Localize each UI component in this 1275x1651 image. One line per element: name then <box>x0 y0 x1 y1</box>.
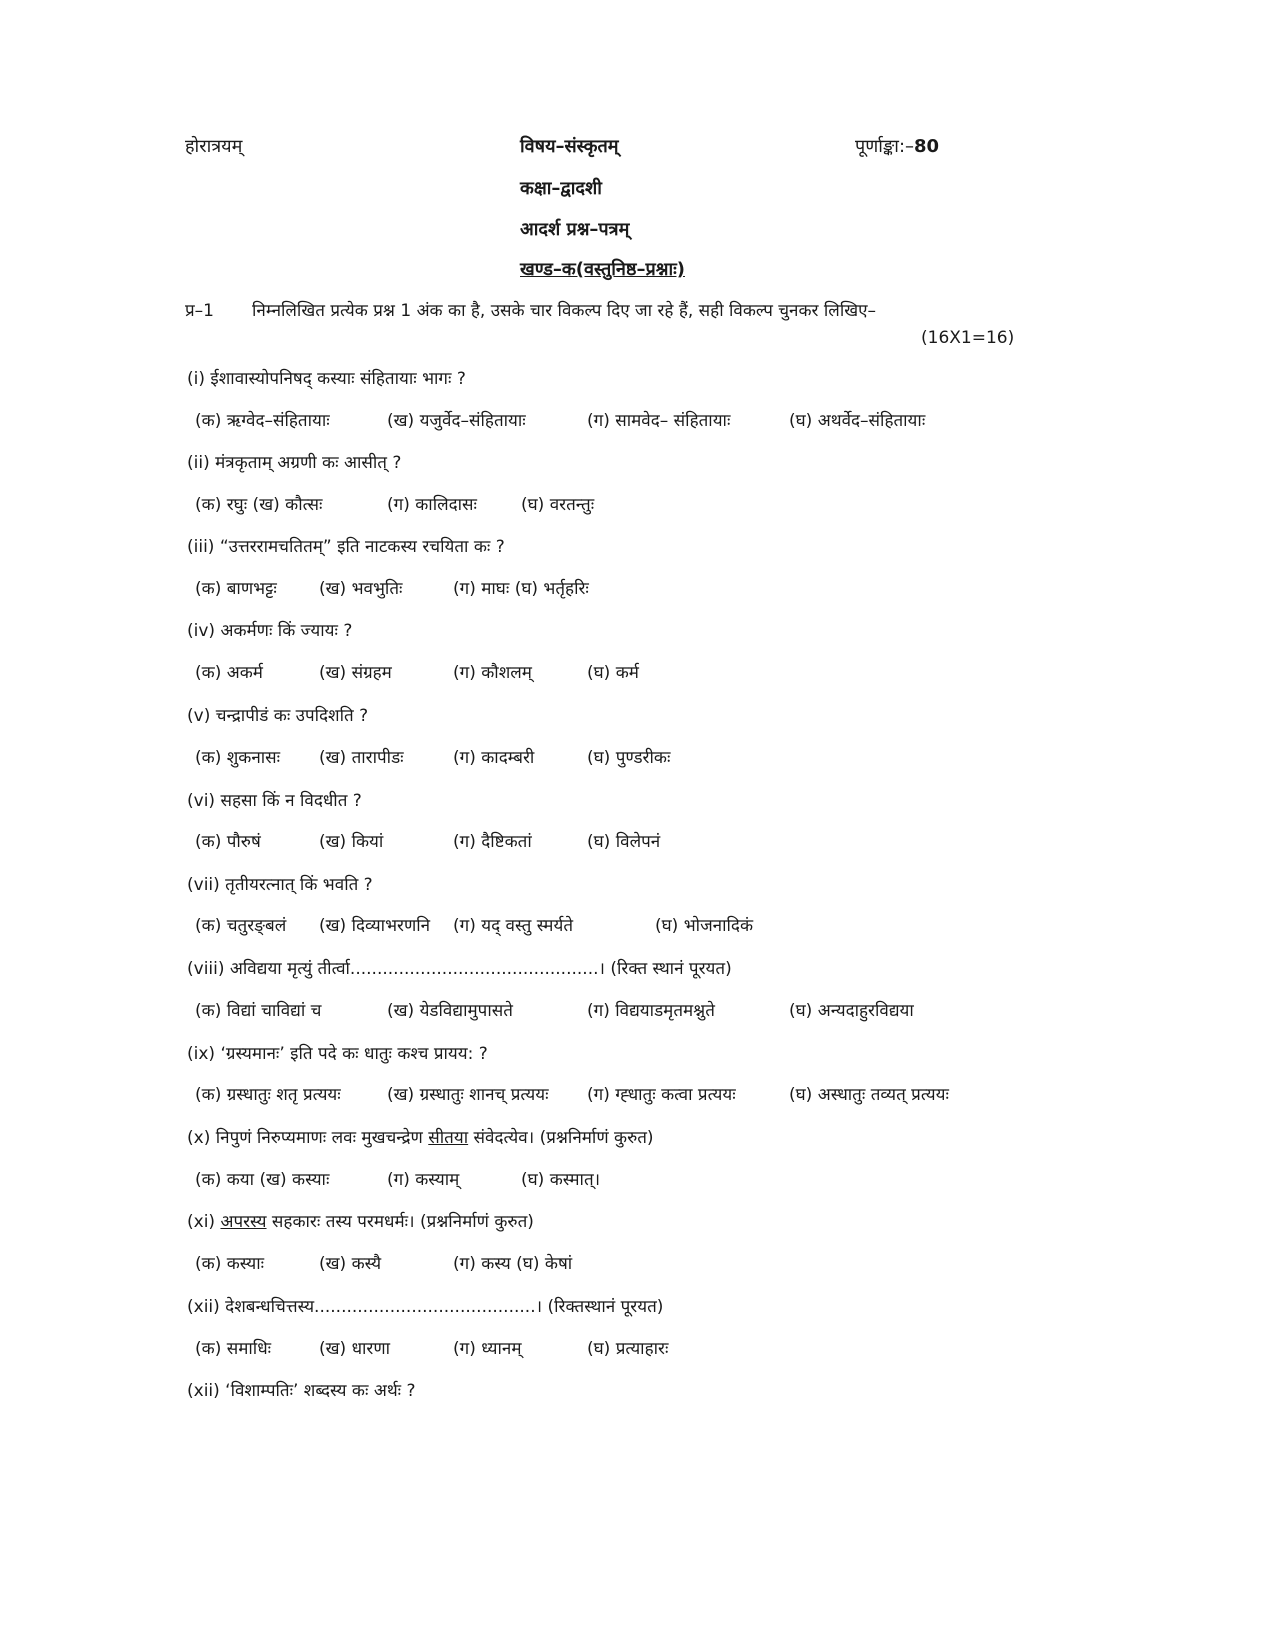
option: (घ) कर्म <box>587 663 639 683</box>
options-3 <box>195 578 1095 600</box>
section-title: खण्ड–क(वस्तुनिष्ठ–प्रश्नाः) <box>520 259 685 280</box>
question-text: संवेदत्येव। (प्रश्ननिर्माणं कुरुत) <box>468 1128 654 1148</box>
option: (ख) भवभुतिः <box>319 579 403 599</box>
question-13: (xii) ‘विशाम्पतिः’ शब्दस्य कः अर्थः ? <box>187 1381 416 1401</box>
option: (घ) भोजनादिकं <box>655 916 754 936</box>
option: (ग) ग्ह्धातुः कत्वा प्रत्ययः <box>587 1085 736 1105</box>
option: (ख) कस्यै <box>319 1254 382 1274</box>
option: (ग) कादम्बरी <box>453 748 535 768</box>
option: (क) रघुः (ख) कौत्सः <box>195 495 323 515</box>
question-4: (iv) अकर्मणः किं ज्यायः ? <box>187 621 353 641</box>
option: (ग) ध्यानम् <box>453 1339 522 1359</box>
full-marks-value: 80 <box>914 136 940 157</box>
option: (ग) कस्य (घ) केषां <box>453 1254 573 1274</box>
option: (घ) अस्धातुः तव्यत् प्रत्ययः <box>789 1085 949 1105</box>
option: (ख) तारापीडः <box>319 748 404 768</box>
option: (घ) पुण्डरीकः <box>587 748 671 768</box>
option: (ख) दिव्याभरणनि <box>319 916 431 936</box>
question-10 <box>187 1127 654 1149</box>
options-7 <box>195 915 1095 937</box>
duration-label: होरात्रयम् <box>185 136 243 157</box>
option: (घ) अथर्वेद–संहितायाः <box>789 411 926 431</box>
option: (ग) सामवेद– संहितायाः <box>587 411 731 431</box>
option: (ख) संग्रहम <box>319 663 392 683</box>
option: (क) ऋग्वेद–संहितायाः <box>195 411 330 431</box>
subject-label: विषय–संस्कृतम् <box>520 136 619 157</box>
option: (क) समाधिः <box>195 1339 272 1359</box>
underlined-word: सीतया <box>428 1128 469 1148</box>
options-9 <box>195 1084 1095 1106</box>
question-12: (xii) देशबन्धचित्तस्य.........................................। (रिक्तस्थानं पूरयत) <box>187 1297 664 1317</box>
option: (ग) विद्ययाडमृतमश्नुते <box>587 1001 715 1021</box>
options-11 <box>195 1253 1095 1275</box>
option: (क) शुकनासः <box>195 748 281 768</box>
option: (घ) प्रत्याहारः <box>587 1339 669 1359</box>
option: (ख) ग्रस्धातुः शानच् प्रत्ययः <box>387 1085 549 1105</box>
question-9: (ix) ‘ग्रस्यमानः’ इति पदे कः धातुः कश्च प्रायय: ? <box>187 1044 488 1064</box>
options-2 <box>195 494 1095 516</box>
option: (क) अकर्म <box>195 663 263 683</box>
option: (ख) यजुर्वेद–संहितायाः <box>387 411 526 431</box>
options-6 <box>195 831 1095 853</box>
option: (ग) कौशलम् <box>453 663 532 683</box>
underlined-word: अपरस्य <box>220 1212 267 1232</box>
option: (क) विद्यां चाविद्यां च <box>195 1001 322 1021</box>
question-number: प्र–1 <box>185 301 214 321</box>
question-text: (x) निपुणं निरुप्यमाणः लवः मुखचन्द्रेण <box>187 1128 429 1148</box>
options-4 <box>195 662 1095 684</box>
option: (घ) वरतन्तुः <box>521 495 595 515</box>
options-12 <box>195 1338 1095 1360</box>
option: (घ) अन्यदाहुरविद्यया <box>789 1001 914 1021</box>
class-label: कक्षा–द्वादशी <box>520 178 602 199</box>
instruction-marks: (16X1=16) <box>921 328 1015 348</box>
option: (ख) धारणा <box>319 1339 391 1359</box>
question-1: (i) ईशावास्योपनिषद् कस्याः संहितायाः भागः ? <box>187 369 466 389</box>
option: (ख) कियां <box>319 832 384 852</box>
question-3: (iii) “उत्तररामचतितम्” इति नाटकस्य रचयिता कः ? <box>187 537 505 557</box>
option: (क) बाणभट्टः <box>195 579 277 599</box>
paper-title: आदर्श प्रश्न–पत्रम् <box>520 219 630 240</box>
option: (क) कया (ख) कस्याः <box>195 1170 330 1190</box>
question-text: (xi) <box>187 1212 221 1232</box>
question-8: (viii) अविद्यया मृत्युं तीर्त्वा..............................................। (रिक्त स्थानं पूरयत) <box>187 959 732 979</box>
question-6: (vi) सहसा किं न विदधीत ? <box>187 791 362 811</box>
instruction-text: निम्नलिखित प्रत्येक प्रश्न 1 अंक का है, उसके चार विकल्प दिए जा रहे हैं, सही विकल्प चुनकर लिखिए– <box>252 301 877 321</box>
option: (ग) दैष्टिकतां <box>453 832 532 852</box>
option: (ग) कस्याम् <box>387 1170 460 1190</box>
option: (क) पौरुषं <box>195 832 261 852</box>
options-8 <box>195 1000 1095 1022</box>
option: (ग) यद् वस्तु स्मर्यते <box>453 916 574 936</box>
option: (क) चतुरङ्बलं <box>195 916 287 936</box>
question-text: सहकारः तस्य परमधर्मः। (प्रश्ननिर्माणं कुरुत) <box>266 1212 534 1232</box>
question-5: (v) चन्द्रापीडं कः उपदिशति ? <box>187 706 369 726</box>
option: (ग) माघः (घ) भर्तृहरिः <box>453 579 589 599</box>
option: (घ) विलेपनं <box>587 832 661 852</box>
options-10 <box>195 1169 1095 1191</box>
full-marks <box>855 136 939 158</box>
question-2: (ii) मंत्रकृताम् अग्रणी कः आसीत् ? <box>187 453 402 473</box>
option: (घ) कस्मात्। <box>521 1170 601 1190</box>
question-11 <box>187 1211 534 1233</box>
option: (क) ग्रस्धातुः शतृ प्रत्ययः <box>195 1085 341 1105</box>
options-5 <box>195 747 1095 769</box>
option: (ख) येडविद्यामुपासते <box>387 1001 513 1021</box>
options-1 <box>195 410 1095 432</box>
option: (क) कस्याः <box>195 1254 265 1274</box>
full-marks-label: पूर्णाङ्का:– <box>855 136 915 157</box>
question-7: (vii) तृतीयरत्नात् किं भवति ? <box>187 875 373 895</box>
option: (ग) कालिदासः <box>387 495 477 515</box>
